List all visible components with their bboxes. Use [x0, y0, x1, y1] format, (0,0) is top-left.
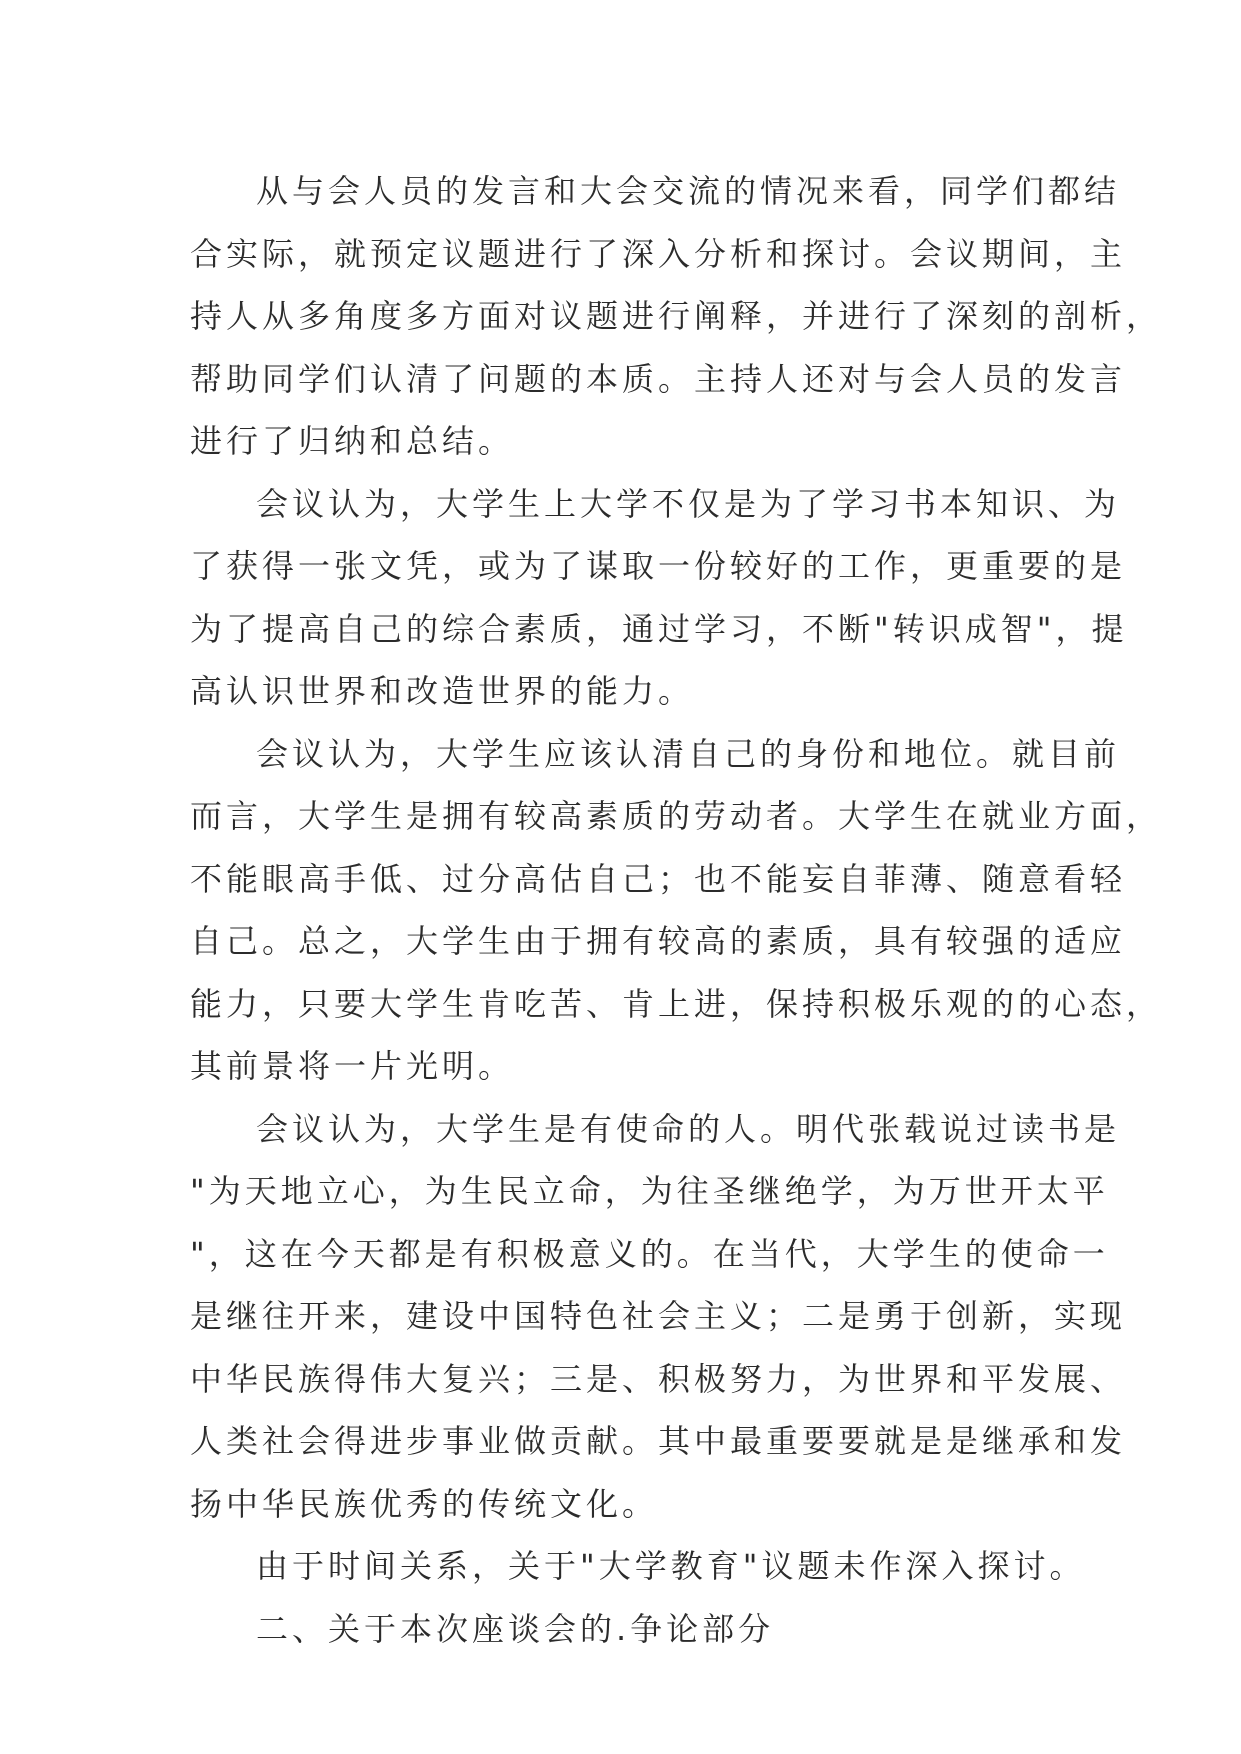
text-line: "为天地立心，为生民立命，为往圣继绝学，为万世开太平 [190, 1172, 1109, 1210]
text-line: 合实际，就预定议题进行了深入分析和探讨。会议期间，主 [190, 234, 1127, 273]
text-line: 进行了归纳和总结。 [190, 422, 515, 460]
document-body [190, 160, 1163, 1660]
text-line: 而言，大学生是拥有较高素质的劳动者。大学生在就业方面， [190, 797, 1163, 835]
text-line: 从与会人员的发言和大会交流的情况来看，同学们都结 [256, 172, 1121, 210]
text-line: 持人从多角度多方面对议题进行阐释，并进行了深刻的剖析， [190, 297, 1163, 335]
text-line: 不能眼高手低、过分高估自己；也不能妄自菲薄、随意看轻 [190, 859, 1127, 898]
text-line: "，这在今天都是有积极意义的。在当代，大学生的使命一 [190, 1234, 1109, 1273]
text-line: 高认识世界和改造世界的能力。 [190, 672, 695, 710]
text-line: 为了提高自己的综合素质，通过学习，不断"转识成智"，提 [190, 609, 1128, 648]
text-line: 自己。总之，大学生由于拥有较高的素质，具有较强的适应 [190, 922, 1127, 960]
text-line: 会议认为，大学生上大学不仅是为了学习书本知识、为 [256, 484, 1121, 523]
text-line: 了获得一张文凭，或为了谋取一份较好的工作，更重要的是 [190, 547, 1127, 585]
text-line: 会议认为，大学生应该认清自己的身份和地位。就目前 [256, 734, 1121, 773]
text-line: 人类社会得进步事业做贡献。其中最重要要就是是继承和发 [190, 1422, 1127, 1460]
text-line: 扬中华民族优秀的传统文化。 [190, 1484, 659, 1523]
section-heading: 二、关于本次座谈会的.争论部分 [256, 1609, 775, 1648]
text-line: 会议认为，大学生是有使命的人。明代张载说过读书是 [256, 1109, 1121, 1148]
text-line: 能力，只要大学生肯吃苦、肯上进，保持积极乐观的的心态， [190, 984, 1163, 1023]
text-line: 帮助同学们认清了问题的本质。主持人还对与会人员的发言 [190, 359, 1127, 398]
text-line: 其前景将一片光明。 [190, 1047, 515, 1085]
text-line: 是继往开来，建设中国特色社会主义；二是勇于创新，实现 [190, 1297, 1127, 1335]
text-line: 中华民族得伟大复兴；三是、积极努力，为世界和平发展、 [190, 1359, 1127, 1398]
text-line: 由于时间关系，关于"大学教育"议题未作深入探讨。 [256, 1547, 1086, 1585]
